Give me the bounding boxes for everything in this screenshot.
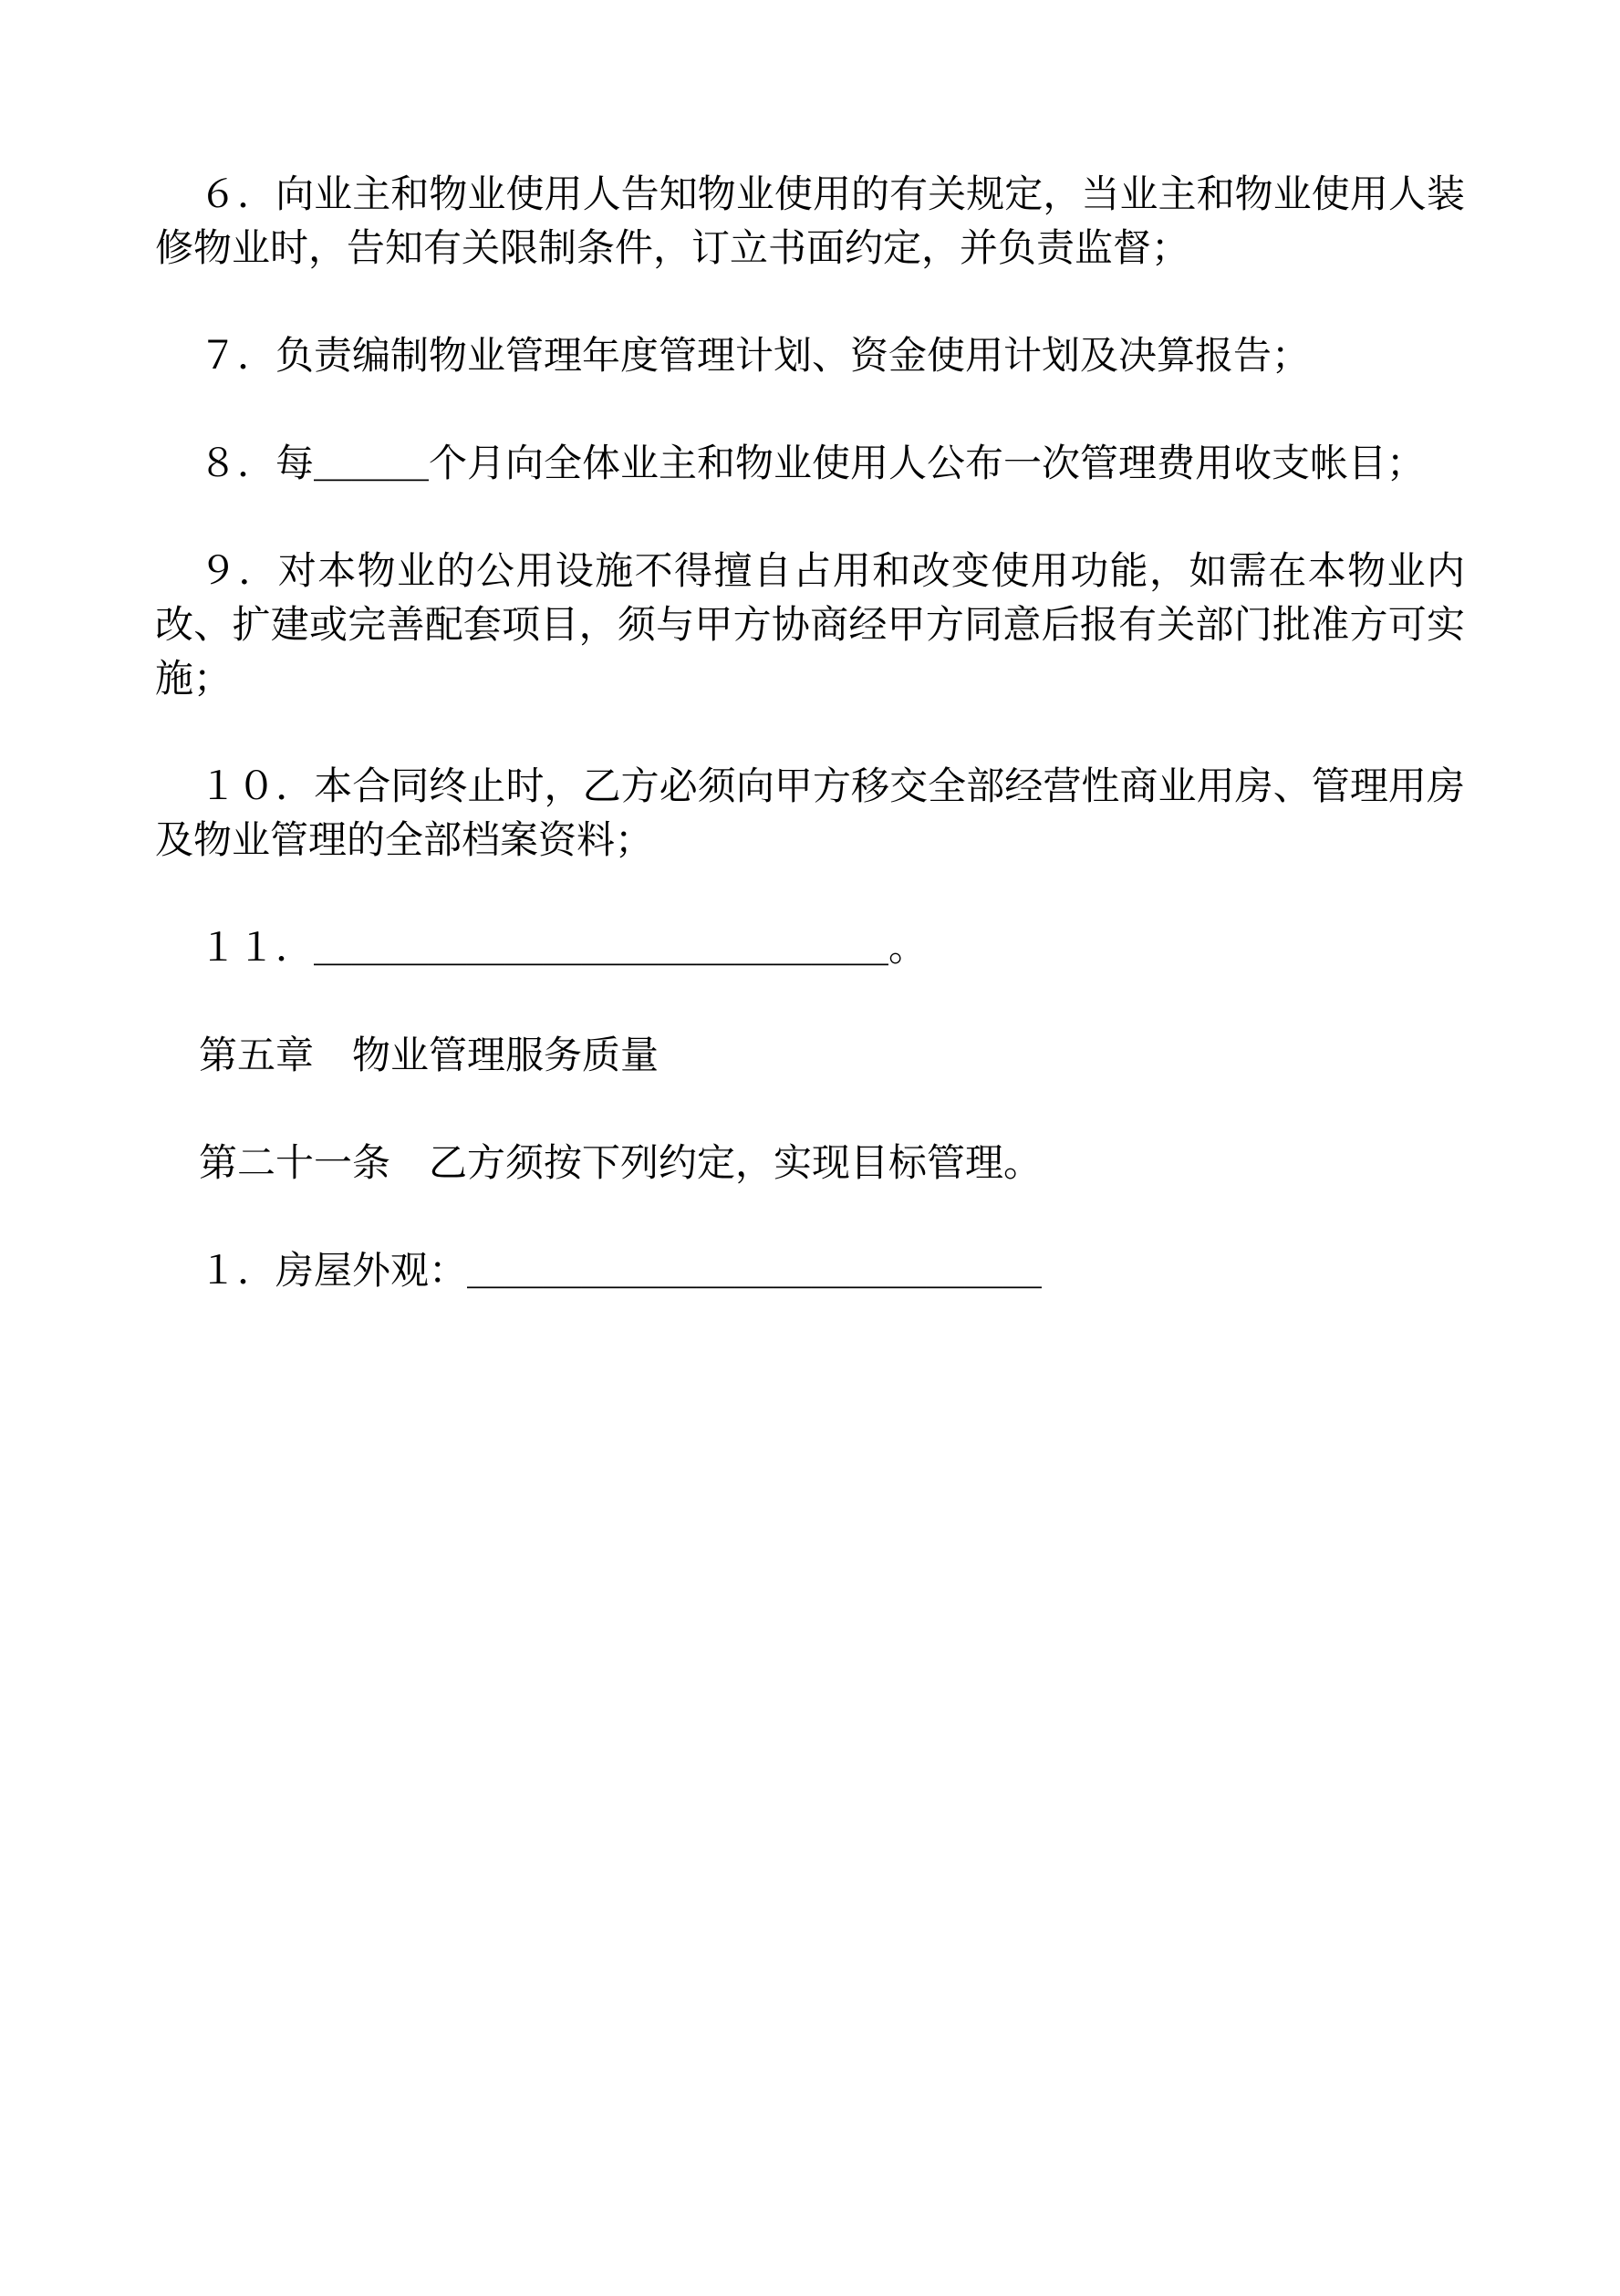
chapter-5-heading: 第五章 物业管理服务质量	[199, 1035, 659, 1077]
item-1-house-exterior-blank: １．房屋外观：＿＿＿＿＿＿＿＿＿＿＿＿＿＿＿	[199, 1251, 1043, 1293]
clause-6: ６．向业主和物业使用人告知物业使用的有关规定，当业主和物业使用人装修物业时，告知有关限制条件，订立书面约定，并负责监督；	[155, 174, 1465, 270]
document-content	[155, 169, 1465, 1353]
clause-11-blank-line: １１．＿＿＿＿＿＿＿＿＿＿＿＿＿＿＿。	[199, 928, 928, 970]
clause-8-with-blank: ８．每＿＿＿个月向全体业主和物业使用人公布一次管理费用收支帐目；	[199, 443, 1426, 485]
clause-7: ７．负责编制物业管理年度管理计划、资金使用计划及决算报告；	[199, 336, 1311, 378]
clause-10: １０．本合同终止时，乙方必须向甲方移交全部经营性商业用房、管理用房及物业管理的全部档案资料；	[155, 766, 1465, 862]
clause-9: ９．对本物业的公用设施不得擅自占用和改变使用功能，如需在本物业内改、扩建或完善配套项目，须与甲方协商经甲方同意后报有关部门批准方可实施；	[155, 551, 1465, 701]
article-21: 第二十一条 乙方须按下列约定，实现目标管理。	[199, 1143, 1043, 1185]
